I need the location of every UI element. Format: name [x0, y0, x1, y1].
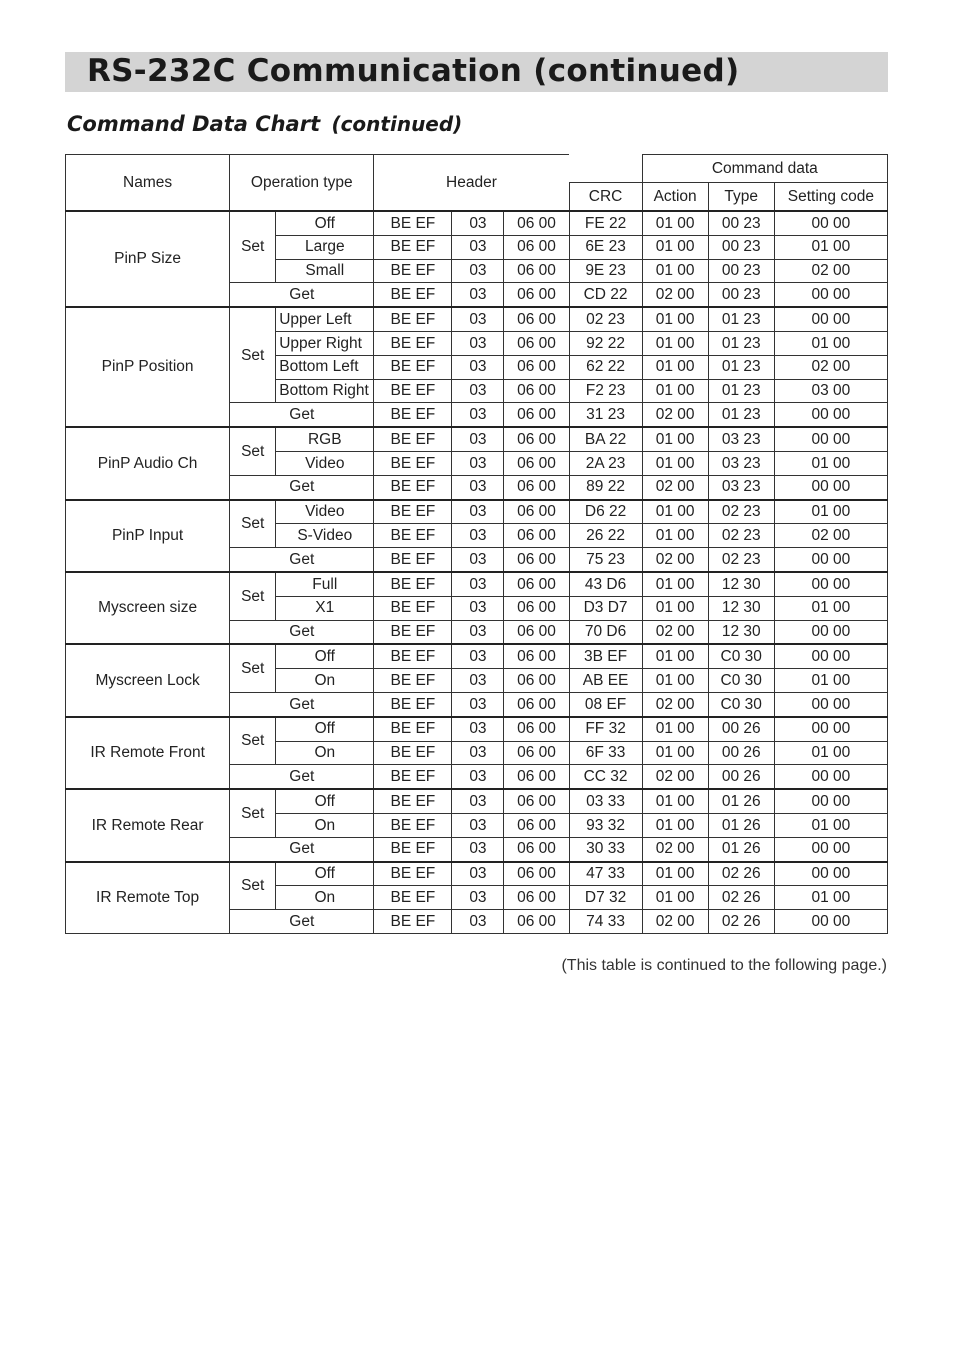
set-label: Set: [230, 644, 276, 692]
header-byte-3: 06 00: [504, 259, 569, 283]
crc-cell: 2A 23: [569, 451, 642, 475]
operation-cell: Get: [230, 765, 374, 789]
command-name: Myscreen Lock: [66, 644, 230, 716]
action-cell: 01 00: [642, 211, 708, 235]
crc-cell: 03 33: [569, 789, 642, 813]
header-byte-3: 06 00: [504, 669, 569, 693]
action-cell: 01 00: [642, 451, 708, 475]
operation-cell: Bottom Right: [276, 379, 374, 403]
setting-code-cell: 01 00: [774, 741, 887, 765]
col-header-setting-code: Setting code: [774, 183, 887, 212]
action-cell: 01 00: [642, 307, 708, 331]
type-cell: 02 26: [708, 910, 774, 934]
type-cell: 01 26: [708, 813, 774, 837]
header-byte-3: 06 00: [504, 837, 569, 861]
type-cell: 01 23: [708, 355, 774, 379]
crc-cell: 62 22: [569, 355, 642, 379]
header-byte-1: BE EF: [374, 765, 452, 789]
operation-cell: Upper Left: [276, 307, 374, 331]
operation-cell: On: [276, 813, 374, 837]
setting-code-cell: 01 00: [774, 813, 887, 837]
action-cell: 02 00: [642, 692, 708, 716]
header-byte-1: BE EF: [374, 500, 452, 524]
command-name: Myscreen size: [66, 572, 230, 644]
type-cell: 01 26: [708, 837, 774, 861]
header-byte-3: 06 00: [504, 741, 569, 765]
setting-code-cell: 00 00: [774, 717, 887, 741]
header-byte-3: 06 00: [504, 500, 569, 524]
setting-code-cell: 00 00: [774, 692, 887, 716]
subtitle-main: Command Data Chart: [67, 112, 321, 136]
command-group: [66, 717, 888, 789]
crc-cell: F2 23: [569, 379, 642, 403]
crc-cell: 92 22: [569, 331, 642, 355]
crc-cell: 74 33: [569, 910, 642, 934]
page-title: RS-232C Communication (continued): [87, 53, 740, 89]
type-cell: 00 23: [708, 211, 774, 235]
command-name: IR Remote Rear: [66, 789, 230, 861]
crc-cell: 6F 33: [569, 741, 642, 765]
crc-cell: 31 23: [569, 403, 642, 427]
table-row: [66, 500, 888, 524]
setting-code-cell: 01 00: [774, 451, 887, 475]
type-cell: 02 26: [708, 886, 774, 910]
header-byte-3: 06 00: [504, 307, 569, 331]
action-cell: 01 00: [642, 741, 708, 765]
type-cell: 01 26: [708, 789, 774, 813]
header-byte-1: BE EF: [374, 813, 452, 837]
crc-cell: AB EE: [569, 669, 642, 693]
set-label: Set: [230, 211, 276, 283]
type-cell: 12 30: [708, 596, 774, 620]
type-cell: 00 23: [708, 235, 774, 259]
action-cell: 02 00: [642, 548, 708, 572]
header-byte-2: 03: [452, 427, 504, 451]
setting-code-cell: 00 00: [774, 862, 887, 886]
header-byte-3: 06 00: [504, 765, 569, 789]
crc-cell: FE 22: [569, 211, 642, 235]
setting-code-cell: 00 00: [774, 837, 887, 861]
setting-code-cell: 01 00: [774, 235, 887, 259]
header-byte-2: 03: [452, 572, 504, 596]
setting-code-cell: 00 00: [774, 283, 887, 307]
command-name: PinP Position: [66, 307, 230, 427]
type-cell: 02 26: [708, 862, 774, 886]
operation-cell: Get: [230, 403, 374, 427]
header-byte-2: 03: [452, 620, 504, 644]
crc-cell: 02 23: [569, 307, 642, 331]
set-label: Set: [230, 427, 276, 475]
col-header-command-data: Command data: [642, 155, 887, 183]
setting-code-cell: 00 00: [774, 427, 887, 451]
header-byte-1: BE EF: [374, 644, 452, 668]
type-cell: 03 23: [708, 427, 774, 451]
header-byte-3: 06 00: [504, 886, 569, 910]
type-cell: 01 23: [708, 307, 774, 331]
operation-cell: On: [276, 741, 374, 765]
crc-cell: 3B EF: [569, 644, 642, 668]
type-cell: 00 26: [708, 741, 774, 765]
action-cell: 02 00: [642, 837, 708, 861]
setting-code-cell: 01 00: [774, 500, 887, 524]
action-cell: 01 00: [642, 572, 708, 596]
header-byte-1: BE EF: [374, 572, 452, 596]
table-row: [66, 572, 888, 596]
command-group: [66, 307, 888, 427]
action-cell: 02 00: [642, 765, 708, 789]
crc-cell: CD 22: [569, 283, 642, 307]
crc-cell: 89 22: [569, 475, 642, 499]
setting-code-cell: 01 00: [774, 669, 887, 693]
command-group: [66, 427, 888, 499]
type-cell: 02 23: [708, 524, 774, 548]
setting-code-cell: 00 00: [774, 211, 887, 235]
header-byte-2: 03: [452, 403, 504, 427]
command-name: PinP Audio Ch: [66, 427, 230, 499]
set-label: Set: [230, 789, 276, 837]
header-byte-3: 06 00: [504, 692, 569, 716]
action-cell: 01 00: [642, 717, 708, 741]
header-byte-1: BE EF: [374, 548, 452, 572]
section-subtitle: [67, 112, 462, 136]
header-byte-2: 03: [452, 548, 504, 572]
crc-cell: 43 D6: [569, 572, 642, 596]
set-label: Set: [230, 572, 276, 620]
header-byte-2: 03: [452, 669, 504, 693]
header-byte-2: 03: [452, 524, 504, 548]
type-cell: 00 26: [708, 717, 774, 741]
table-row: [66, 211, 888, 235]
header-byte-3: 06 00: [504, 620, 569, 644]
header-byte-1: BE EF: [374, 235, 452, 259]
type-cell: 03 23: [708, 475, 774, 499]
type-cell: 02 23: [708, 548, 774, 572]
command-name: PinP Input: [66, 500, 230, 572]
crc-cell: D3 D7: [569, 596, 642, 620]
setting-code-cell: 03 00: [774, 379, 887, 403]
setting-code-cell: 02 00: [774, 524, 887, 548]
type-cell: 00 23: [708, 283, 774, 307]
header-byte-2: 03: [452, 789, 504, 813]
command-name: IR Remote Front: [66, 717, 230, 789]
header-byte-1: BE EF: [374, 789, 452, 813]
header-byte-2: 03: [452, 283, 504, 307]
header-byte-2: 03: [452, 211, 504, 235]
header-byte-2: 03: [452, 307, 504, 331]
col-header-operation-type: Operation type: [230, 155, 374, 212]
type-cell: 01 23: [708, 403, 774, 427]
command-name: PinP Size: [66, 211, 230, 307]
operation-cell: Get: [230, 548, 374, 572]
setting-code-cell: 00 00: [774, 572, 887, 596]
header-byte-1: BE EF: [374, 283, 452, 307]
crc-cell: 70 D6: [569, 620, 642, 644]
header-byte-3: 06 00: [504, 451, 569, 475]
setting-code-cell: 02 00: [774, 355, 887, 379]
col-header-header: Header: [374, 155, 569, 212]
operation-cell: Off: [276, 644, 374, 668]
header-byte-3: 06 00: [504, 331, 569, 355]
action-cell: 01 00: [642, 235, 708, 259]
crc-cell: D6 22: [569, 500, 642, 524]
header-byte-3: 06 00: [504, 475, 569, 499]
operation-cell: Get: [230, 910, 374, 934]
type-cell: 00 23: [708, 259, 774, 283]
header-byte-1: BE EF: [374, 862, 452, 886]
action-cell: 02 00: [642, 475, 708, 499]
header-byte-2: 03: [452, 451, 504, 475]
crc-cell: FF 32: [569, 717, 642, 741]
header-byte-2: 03: [452, 765, 504, 789]
operation-cell: Small: [276, 259, 374, 283]
command-group: [66, 862, 888, 934]
header-byte-1: BE EF: [374, 692, 452, 716]
header-byte-1: BE EF: [374, 669, 452, 693]
action-cell: 01 00: [642, 596, 708, 620]
header-byte-3: 06 00: [504, 910, 569, 934]
header-byte-2: 03: [452, 596, 504, 620]
header-byte-3: 06 00: [504, 355, 569, 379]
crc-cell: 47 33: [569, 862, 642, 886]
action-cell: 01 00: [642, 789, 708, 813]
setting-code-cell: 00 00: [774, 910, 887, 934]
header-byte-1: BE EF: [374, 355, 452, 379]
setting-code-cell: 00 00: [774, 789, 887, 813]
crc-cell: CC 32: [569, 765, 642, 789]
action-cell: 01 00: [642, 427, 708, 451]
setting-code-cell: 01 00: [774, 596, 887, 620]
operation-cell: Upper Right: [276, 331, 374, 355]
operation-cell: Video: [276, 500, 374, 524]
operation-cell: Video: [276, 451, 374, 475]
setting-code-cell: 02 00: [774, 259, 887, 283]
header-byte-2: 03: [452, 259, 504, 283]
operation-cell: Get: [230, 283, 374, 307]
operation-cell: Get: [230, 692, 374, 716]
operation-cell: Off: [276, 717, 374, 741]
command-group: [66, 644, 888, 716]
type-cell: C0 30: [708, 644, 774, 668]
header-byte-3: 06 00: [504, 644, 569, 668]
action-cell: 01 00: [642, 500, 708, 524]
header-byte-1: BE EF: [374, 837, 452, 861]
header-byte-2: 03: [452, 355, 504, 379]
set-label: Set: [230, 862, 276, 910]
header-byte-3: 06 00: [504, 524, 569, 548]
header-byte-1: BE EF: [374, 403, 452, 427]
header-byte-1: BE EF: [374, 524, 452, 548]
crc-cell: 75 23: [569, 548, 642, 572]
command-group: [66, 211, 888, 307]
setting-code-cell: 00 00: [774, 644, 887, 668]
header-byte-3: 06 00: [504, 717, 569, 741]
operation-cell: Large: [276, 235, 374, 259]
header-byte-2: 03: [452, 644, 504, 668]
operation-cell: Off: [276, 211, 374, 235]
crc-cell: 6E 23: [569, 235, 642, 259]
header-byte-1: BE EF: [374, 211, 452, 235]
header-byte-1: BE EF: [374, 475, 452, 499]
action-cell: 01 00: [642, 669, 708, 693]
header-byte-2: 03: [452, 500, 504, 524]
table-row: [66, 789, 888, 813]
col-header-type: Type: [708, 183, 774, 212]
action-cell: 01 00: [642, 259, 708, 283]
crc-cell: 26 22: [569, 524, 642, 548]
type-cell: C0 30: [708, 692, 774, 716]
operation-cell: Off: [276, 862, 374, 886]
header-byte-2: 03: [452, 717, 504, 741]
header-byte-1: BE EF: [374, 620, 452, 644]
operation-cell: Get: [230, 620, 374, 644]
table-row: [66, 427, 888, 451]
col-header-crc: CRC: [569, 183, 642, 212]
header-byte-1: BE EF: [374, 427, 452, 451]
action-cell: 02 00: [642, 283, 708, 307]
header-byte-2: 03: [452, 741, 504, 765]
setting-code-cell: 01 00: [774, 886, 887, 910]
setting-code-cell: 00 00: [774, 548, 887, 572]
header-byte-2: 03: [452, 910, 504, 934]
header-byte-1: BE EF: [374, 596, 452, 620]
operation-cell: RGB: [276, 427, 374, 451]
header-byte-1: BE EF: [374, 717, 452, 741]
header-byte-1: BE EF: [374, 331, 452, 355]
header-byte-3: 06 00: [504, 862, 569, 886]
header-byte-2: 03: [452, 886, 504, 910]
header-byte-1: BE EF: [374, 379, 452, 403]
crc-cell: D7 32: [569, 886, 642, 910]
subtitle-continued: (continued): [331, 112, 463, 136]
header-byte-1: BE EF: [374, 307, 452, 331]
table-row: [66, 862, 888, 886]
type-cell: 12 30: [708, 572, 774, 596]
header-byte-1: BE EF: [374, 910, 452, 934]
command-name: IR Remote Top: [66, 862, 230, 934]
crc-cell: BA 22: [569, 427, 642, 451]
header-byte-2: 03: [452, 331, 504, 355]
setting-code-cell: 00 00: [774, 307, 887, 331]
action-cell: 01 00: [642, 379, 708, 403]
type-cell: 01 23: [708, 331, 774, 355]
crc-cell: 93 32: [569, 813, 642, 837]
action-cell: 01 00: [642, 644, 708, 668]
header-byte-3: 06 00: [504, 235, 569, 259]
crc-cell: 9E 23: [569, 259, 642, 283]
col-header-action: Action: [642, 183, 708, 212]
setting-code-cell: 00 00: [774, 765, 887, 789]
operation-cell: Bottom Left: [276, 355, 374, 379]
command-group: [66, 500, 888, 572]
type-cell: 01 23: [708, 379, 774, 403]
continuation-note: (This table is continued to the following page.): [561, 957, 887, 974]
header-byte-3: 06 00: [504, 403, 569, 427]
crc-cell: 08 EF: [569, 692, 642, 716]
header-byte-2: 03: [452, 692, 504, 716]
header-byte-2: 03: [452, 862, 504, 886]
action-cell: 02 00: [642, 403, 708, 427]
operation-cell: On: [276, 669, 374, 693]
header-byte-2: 03: [452, 813, 504, 837]
header-byte-3: 06 00: [504, 548, 569, 572]
operation-cell: Off: [276, 789, 374, 813]
operation-cell: Full: [276, 572, 374, 596]
header-byte-1: BE EF: [374, 259, 452, 283]
operation-cell: Get: [230, 837, 374, 861]
col-header-blank: [569, 155, 642, 183]
set-label: Set: [230, 307, 276, 403]
type-cell: 12 30: [708, 620, 774, 644]
header-byte-1: BE EF: [374, 886, 452, 910]
header-byte-3: 06 00: [504, 596, 569, 620]
setting-code-cell: 00 00: [774, 475, 887, 499]
action-cell: 02 00: [642, 910, 708, 934]
header-byte-2: 03: [452, 379, 504, 403]
type-cell: C0 30: [708, 669, 774, 693]
operation-cell: S-Video: [276, 524, 374, 548]
action-cell: 01 00: [642, 524, 708, 548]
command-data-table: [65, 154, 888, 934]
header-byte-3: 06 00: [504, 379, 569, 403]
type-cell: 00 26: [708, 765, 774, 789]
header-byte-3: 06 00: [504, 813, 569, 837]
title-bar: [65, 52, 888, 92]
command-group: [66, 572, 888, 644]
header-byte-1: BE EF: [374, 741, 452, 765]
col-header-names: Names: [66, 155, 230, 212]
header-byte-3: 06 00: [504, 211, 569, 235]
action-cell: 01 00: [642, 813, 708, 837]
header-byte-2: 03: [452, 235, 504, 259]
header-byte-1: BE EF: [374, 451, 452, 475]
operation-cell: On: [276, 886, 374, 910]
setting-code-cell: 01 00: [774, 331, 887, 355]
header-byte-2: 03: [452, 837, 504, 861]
action-cell: 02 00: [642, 620, 708, 644]
setting-code-cell: 00 00: [774, 620, 887, 644]
action-cell: 01 00: [642, 886, 708, 910]
table-row: [66, 307, 888, 331]
action-cell: 01 00: [642, 331, 708, 355]
set-label: Set: [230, 500, 276, 548]
type-cell: 02 23: [708, 500, 774, 524]
action-cell: 01 00: [642, 355, 708, 379]
table-row: [66, 644, 888, 668]
header-byte-3: 06 00: [504, 283, 569, 307]
setting-code-cell: 00 00: [774, 403, 887, 427]
header-byte-3: 06 00: [504, 572, 569, 596]
header-byte-2: 03: [452, 475, 504, 499]
command-group: [66, 789, 888, 861]
table-row: [66, 717, 888, 741]
set-label: Set: [230, 717, 276, 765]
operation-cell: Get: [230, 475, 374, 499]
crc-cell: 30 33: [569, 837, 642, 861]
header-byte-3: 06 00: [504, 789, 569, 813]
operation-cell: X1: [276, 596, 374, 620]
header-byte-3: 06 00: [504, 427, 569, 451]
action-cell: 01 00: [642, 862, 708, 886]
type-cell: 03 23: [708, 451, 774, 475]
